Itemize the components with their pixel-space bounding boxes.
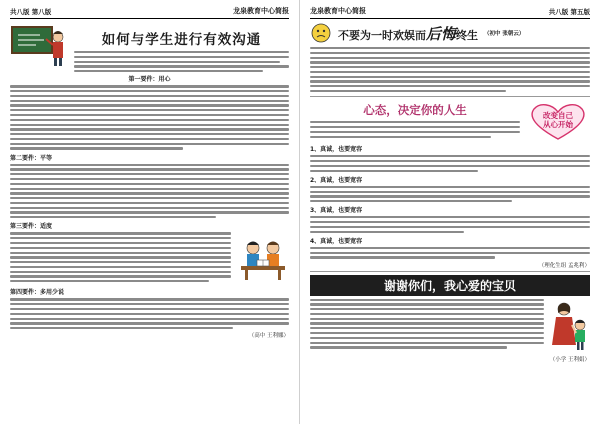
students-illustration bbox=[237, 232, 289, 284]
article2-title: 心态，决定你的人生 bbox=[363, 103, 467, 118]
teacher-blackboard-icon bbox=[10, 23, 68, 67]
article3-text bbox=[310, 299, 544, 353]
article2-point-2-text bbox=[310, 186, 590, 203]
article2-point-3-text bbox=[310, 216, 590, 233]
section2-heading: 第二要件：平等 bbox=[10, 154, 53, 162]
article3-row bbox=[310, 299, 590, 353]
left-issue-label: 共八版 第八版 bbox=[10, 8, 52, 16]
article2-title-row bbox=[310, 101, 590, 141]
section3-heading: 第三要件：适度 bbox=[10, 223, 53, 231]
article2-point-2: 2、真诚，也要宽容 bbox=[310, 176, 363, 184]
section4-heading: 第四要件：多用少说 bbox=[10, 289, 65, 297]
stamp-line-2: 从心开始 bbox=[543, 120, 573, 130]
section1-text bbox=[10, 85, 289, 149]
article1-author: （初中 张朝云） bbox=[484, 31, 525, 37]
article1-title-part-c: 终生 bbox=[456, 28, 479, 42]
article2-point-1: 1、真诚，也要宽容 bbox=[310, 146, 363, 154]
article3-byline: （小学 王利娟） bbox=[549, 356, 590, 363]
article2-point-1-text bbox=[310, 155, 590, 172]
article2-point-4-text bbox=[310, 247, 590, 259]
article2-point-4: 4、真诚，也要宽容 bbox=[310, 237, 363, 245]
left-title-row bbox=[10, 23, 289, 72]
article2-intro-text bbox=[310, 121, 520, 138]
article1-title bbox=[338, 23, 478, 44]
article1-title-row bbox=[310, 22, 590, 44]
children-illustration bbox=[550, 299, 590, 353]
left-header bbox=[10, 6, 289, 19]
mother-child-icon bbox=[550, 299, 590, 353]
right-page bbox=[300, 0, 600, 424]
section2-text bbox=[10, 164, 289, 219]
right-header bbox=[310, 6, 590, 19]
section3-row bbox=[10, 232, 289, 284]
teacher-illustration bbox=[10, 23, 68, 72]
article2-point-3: 3、真诚，也要宽容 bbox=[310, 207, 363, 215]
section1-heading: 第一要件：用心 bbox=[128, 76, 171, 84]
article2-byline: （理化生组 孟兆利） bbox=[538, 262, 590, 269]
article1-title-part-b: 后悔 bbox=[426, 24, 457, 43]
left-newspaper-name: 龙泉教育中心简报 bbox=[233, 7, 289, 15]
article1-title-part-a: 不要为一时欢娱而 bbox=[338, 28, 426, 42]
warning-face-icon bbox=[310, 22, 332, 44]
left-article-title: 如何与学生进行有效沟通 bbox=[101, 32, 262, 48]
left-byline: （高中 王利娜） bbox=[248, 333, 289, 340]
stamp-text bbox=[526, 111, 590, 129]
article1-text bbox=[310, 47, 590, 92]
students-reading-icon bbox=[237, 232, 289, 284]
section4-text bbox=[10, 298, 289, 329]
article3-title: 谢谢你们，我心爱的宝贝 bbox=[310, 275, 590, 296]
article2-stamp bbox=[526, 101, 590, 141]
article-divider-2 bbox=[310, 271, 590, 272]
intro-text-block bbox=[74, 51, 289, 72]
right-newspaper-name: 龙泉教育中心简报 bbox=[310, 7, 366, 15]
right-issue-label: 共八版 第五版 bbox=[548, 8, 590, 16]
section3-text bbox=[10, 232, 231, 284]
article-divider-1 bbox=[310, 96, 590, 97]
stamp-line-1: 改变自己 bbox=[543, 111, 573, 121]
